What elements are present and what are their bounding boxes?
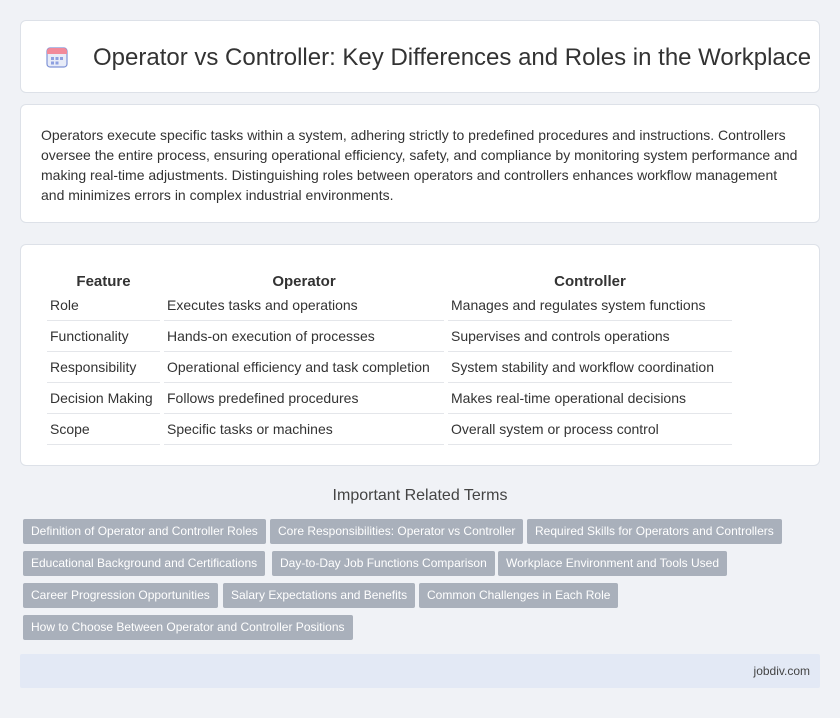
table-cell: Decision Making [47,383,160,414]
column-header-operator: Operator [272,273,336,290]
table-header-row [47,267,732,290]
column-header-controller: Controller [554,273,626,290]
header-card [20,20,820,93]
table-row [47,290,732,321]
table-cell: Follows predefined procedures [164,383,444,414]
related-term-tag[interactable]: Day-to-Day Job Functions Comparison [272,551,495,576]
intro-card [20,104,820,223]
table-cell: Hands-on execution of processes [164,321,444,352]
calendar-icon [45,45,69,69]
related-term-tag[interactable]: Educational Background and Certifications [23,551,265,576]
table-cell: Executes tasks and operations [164,290,444,321]
column-header-feature: Feature [76,273,131,290]
table-cell: Scope [47,414,160,445]
table-cell: Operational efficiency and task completion [164,352,444,383]
related-term-tag[interactable]: Career Progression Opportunities [23,583,218,608]
table-cell: Specific tasks or machines [164,414,444,445]
table-cell: Makes real-time operational decisions [448,383,732,414]
table-cell: Manages and regulates system functions [448,290,732,321]
related-terms-heading: Important Related Terms [332,487,508,504]
table-cell: Role [47,290,160,321]
table-cell: Supervises and controls operations [448,321,732,352]
table-cell: Responsibility [47,352,160,383]
related-term-tag[interactable]: Workplace Environment and Tools Used [498,551,727,576]
table-row [47,321,732,352]
intro-paragraph: Operators execute specific tasks within a system, adhering strictly to predefined procedures and instructions. Controllers oversee the entire process, ensuring operational efficiency, safety, and compliance by monitoring system performance and making real-time adjustments. Distinguishing roles between operators and controllers enhances workflow management and minimizes errors in complex industrial environments. [41,127,798,203]
table-row [47,352,732,383]
related-term-tag[interactable]: Definition of Operator and Controller Roles [23,519,266,544]
footer-site-link[interactable]: jobdiv.com [753,664,810,678]
table-row [47,414,732,445]
related-term-tag[interactable]: Common Challenges in Each Role [419,583,618,608]
comparison-table [43,267,736,445]
comparison-table-card [20,244,820,466]
table-cell: System stability and workflow coordination [448,352,732,383]
related-term-tag[interactable]: How to Choose Between Operator and Controller Positions [23,615,353,640]
table-cell: Functionality [47,321,160,352]
page-title: Operator vs Controller: Key Differences and Roles in the Workplace [93,44,812,71]
related-term-tag[interactable]: Salary Expectations and Benefits [223,583,415,608]
footer [20,654,820,688]
related-term-tag[interactable]: Required Skills for Operators and Controllers [527,519,782,544]
table-row [47,383,732,414]
related-term-tag[interactable]: Core Responsibilities: Operator vs Controller [270,519,523,544]
table-cell: Overall system or process control [448,414,732,445]
